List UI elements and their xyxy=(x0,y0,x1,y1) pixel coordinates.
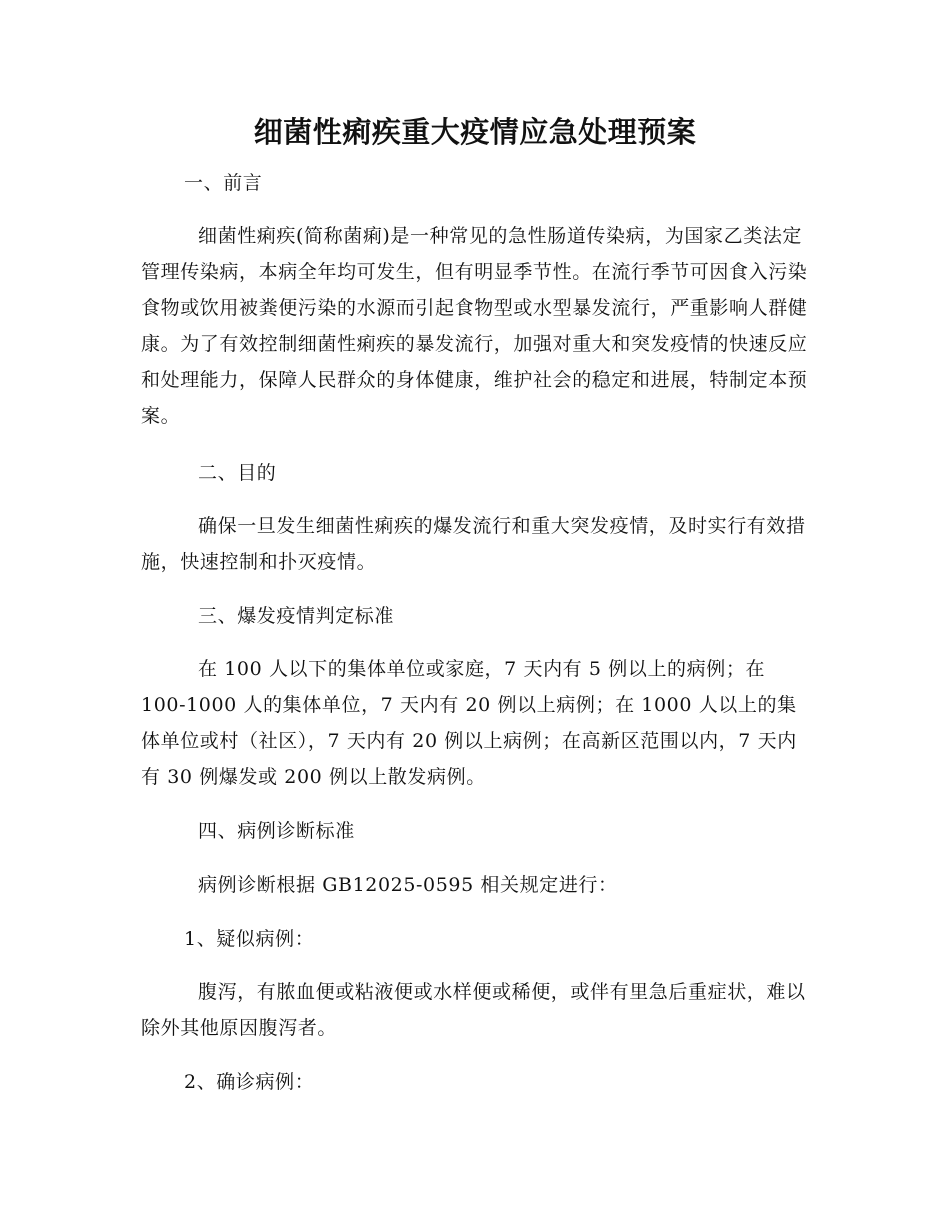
subheading-confirmed-case: 2、确诊病例： xyxy=(184,1071,315,1093)
section-heading-purpose: 二、目的 xyxy=(198,462,277,484)
paragraph-purpose: 确保一旦发生细菌性痢疾的爆发流行和重大突发疫情，及时实行有效措施，快速控制和扑灭疫情。 xyxy=(141,515,806,573)
paragraph-diagnosis: 病例诊断根据 GB12025-0595 相关规定进行： xyxy=(198,874,618,896)
document-title: 细菌性痢疾重大疫情应急处理预案 xyxy=(253,115,697,149)
paragraph-outbreak-criteria: 在 100 人以下的集体单位或家庭，7 天内有 5 例以上的病例；在 100-1000 人的集体单位，7 天内有 20 例以上病例；在 1000 人以上的集体单位或村（社区），7 天内有 20 例以上病例；在高新区范围以内，7 天内有 30 例爆发或 200 例以上散发病例。 xyxy=(141,658,797,788)
paragraph-suspected-case: 腹泻，有脓血便或粘液便或水样便或稀便，或伴有里急后重症状，难以除外其他原因腹泻者。 xyxy=(141,981,806,1039)
section-heading-outbreak-criteria: 三、爆发疫情判定标准 xyxy=(198,605,395,627)
section-heading-diagnosis: 四、病例诊断标准 xyxy=(198,820,355,842)
section-heading-preface: 一、前言 xyxy=(184,172,263,194)
paragraph-preface: 细菌性痢疾(简称菌痢)是一种常见的急性肠道传染病，为国家乙类法定管理传染病，本病全年均可发生，但有明显季节性。在流行季节可因食入污染食物或饮用被粪便污染的水源而引起食物型或水型暴发流行，严重影响人群健康。为了有效控制细菌性痢疾的暴发流行，加强对重大和突发疫情的快速反应和处理能力，保障人民群众的身体健康，维护社会的稳定和进展，特制定本预案。 xyxy=(141,225,808,427)
subheading-suspected-case: 1、疑似病例： xyxy=(184,928,315,950)
